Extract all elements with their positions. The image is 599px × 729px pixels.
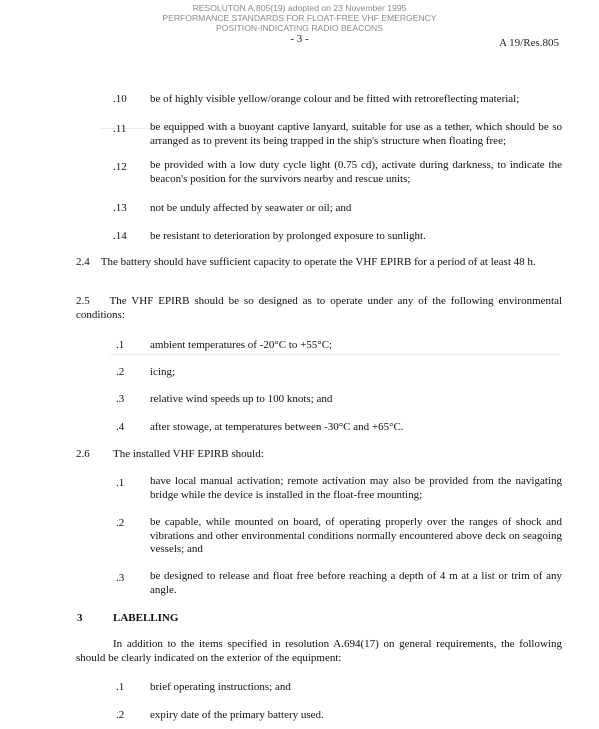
list-item-number: .2 [116, 517, 125, 529]
list-item-text: icing; [150, 366, 176, 378]
paragraph-2-4 [76, 256, 562, 270]
paragraph-2-5 [76, 295, 562, 322]
list-item-number: .2 [116, 366, 125, 378]
list-item-text: ambient temperatures of -20°C to +55°C; [150, 339, 333, 351]
header-line-1: RESOLUTON A.805(19) adopted on 23 November 1995 [192, 3, 407, 13]
list-item-text: not be unduly affected by seawater or oil; and [150, 202, 352, 214]
paragraph-number: 2.6 [76, 448, 90, 460]
list-item-number: .4 [116, 421, 125, 433]
paragraph-text: The battery should have sufficient capacity to operate the VHF EPIRB for a period of at least 48 h. [100, 256, 536, 268]
list-item-text: brief operating instructions; and [150, 681, 291, 693]
list-item-text: expiry date of the primary battery used. [150, 709, 324, 721]
list-item-text: after stowage, at temperatures between -30°C and +65°C. [150, 421, 404, 433]
list-item-number: .12 [113, 161, 127, 173]
section-title: LABELLING [113, 612, 179, 624]
document-header [0, 3, 599, 33]
list-item-number: .1 [116, 477, 125, 489]
list-item-text: be designed to release and float free before reaching a depth of 4 m at a list or trim of any angle. [150, 570, 562, 596]
list-item-number: .10 [113, 93, 127, 105]
list-item-number: .14 [113, 230, 127, 242]
header-line-2: PERFORMANCE STANDARDS FOR FLOAT-FREE VHF EMERGENCY [162, 13, 437, 23]
header-line-3: POSITION-INDICATING RADIO BEACONS [216, 23, 383, 33]
paragraph-number: 2.5 [76, 295, 90, 307]
paragraph-labelling: In addition to the items specified in resolution A.694(17) on general requirements, the following should be clearly indicated on the exterior of the equipment: [76, 638, 562, 664]
list-item-text: be provided with a low duty cycle light (0.75 cd), activate during darkness, to indicate the beacon's position for the survivors nearby and rescue units; [150, 159, 562, 185]
paragraph-text: The installed VHF EPIRB should: [113, 448, 264, 460]
list-item-text: have local manual activation; remote activation may also be provided from the navigating bridge while the device is installed in the float-free mounting; [150, 475, 562, 501]
list-item-number: .1 [116, 339, 125, 351]
list-item-number: .2 [116, 709, 125, 721]
list-item-number: .13 [113, 202, 127, 214]
list-item-text: be of highly visible yellow/orange colour and be fitted with retroreflecting material; [150, 93, 520, 105]
section-number: 3 [77, 612, 83, 624]
paragraph-text: The VHF EPIRB should be so designed as to operate under any of the following environmental conditions: [76, 295, 563, 321]
list-item-number: .3 [116, 572, 125, 584]
document-reference: A 19/Res.805 [499, 37, 559, 49]
list-item-number: .1 [116, 681, 125, 693]
list-item-number: .3 [116, 393, 125, 405]
scan-artifact [110, 354, 560, 355]
list-item-text: be capable, while mounted on board, of operating properly over the ranges of shock and vibrations and other environmental conditions normally encountered above deck on seagoing vessels; and [150, 516, 562, 555]
list-item-text: be equipped with a buoyant captive lanyard, suitable for use as a tether, which should be so arranged as to prevent its being trapped in the ship's structure when floating free; [150, 121, 562, 147]
list-item-text: be resistant to deterioration by prolonged exposure to sunlight. [150, 230, 426, 242]
paragraph-number: 2.4 [76, 256, 90, 268]
list-item-text: relative wind speeds up to 100 knots; and [150, 393, 333, 405]
list-item-number: .11 [113, 123, 127, 135]
page-number: - 3 - [290, 33, 309, 45]
